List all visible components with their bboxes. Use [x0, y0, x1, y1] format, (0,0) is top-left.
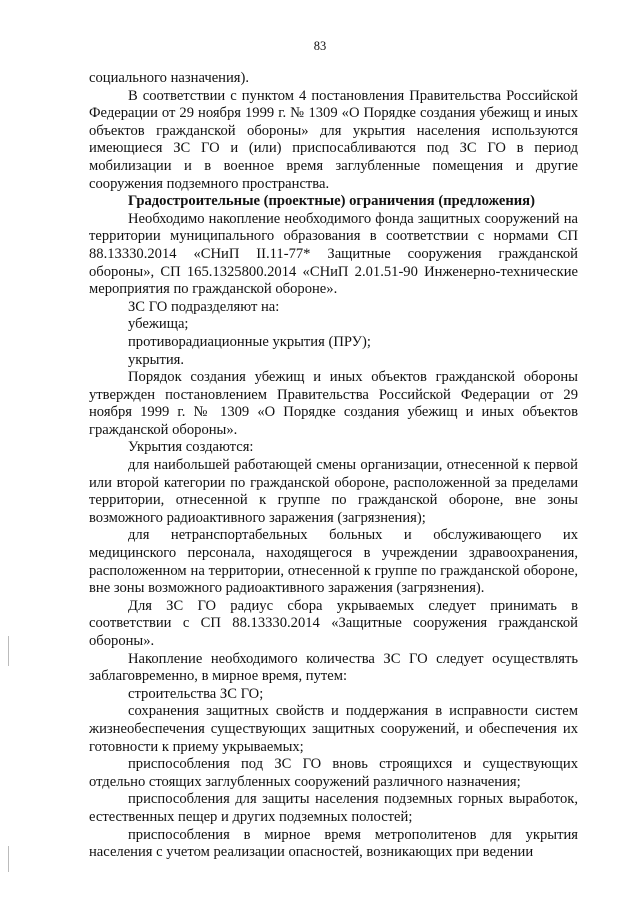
list-item-adaptation-mines: приспособления для защиты населения подземных горных выработок, естественных пещер и других подземных полостей; — [89, 791, 578, 825]
list-item-covers: укрытия. — [128, 351, 185, 368]
list-item-construction: строительства ЗС ГО; — [128, 685, 264, 702]
list-item-working-shift: для наибольшей работающей смены организации, отнесенной к первой или второй категории по гражданской обороне, расположенной за пределами территории, отнесенной к группе по гражданской обороне, вне зоны возможного радиоактивного заражения (загрязнения); — [89, 457, 578, 526]
paragraph-covers-created: Укрытия создаются: — [128, 439, 254, 456]
paragraph-collection-radius: Для ЗС ГО радиус сбора укрываемых следует принимать в соответствии с СП 88.13330.2014 «Защитные сооружения гражданской обороны». — [89, 597, 578, 649]
list-item-patients: для нетранспортабельных больных и обслуживающего их медицинского персонала, находящегося в учреждении здравоохранения, расположенном на территории, отнесенной к группе по гражданской обороне, вне зоны возможного радиоактивного заражения (загрязнения). — [89, 527, 578, 597]
list-item-adaptation-metro: приспособления в мирное время метрополитенов для укрытия населения с учетом реализации опасностей, возникающих при ведении — [89, 826, 578, 861]
section-heading: Градостроительные (проектные) ограничения (предложения) — [128, 193, 535, 210]
document-body — [89, 70, 578, 862]
paragraph-shelter-fund: Необходимо накопление необходимого фонда защитных сооружений на территории муниципального образования в соответствии с нормами СП 88.13330.2014 «СНиП II.11-77* Защитные сооружения гражданской обороны», СП 165.1325800.2014 «СНиП 2.01.51-90 Инженерно-технические мероприятия по гражданской обороне». — [89, 210, 578, 298]
scan-margin-mark — [8, 636, 9, 666]
list-item-adaptation-buildings: приспособления под ЗС ГО вновь строящихся и существующих отдельно стоящих заглубленных сооружений различного назначения; — [89, 756, 578, 790]
paragraph-continuation: социального назначения). — [89, 70, 250, 86]
list-item-shelters: убежища; — [128, 316, 189, 333]
paragraph-shelter-types-intro: ЗС ГО подразделяют на: — [128, 298, 280, 315]
paragraph-government-decree: В соответствии с пунктом 4 постановления Правительства Российской Федерации от 29 ноября 1999 г. № 1309 «О Порядке создания убежищ и иных объектов гражданской обороны» для укрытия населения используются имеющиеся ЗС ГО и (или) приспосабливаются под ЗС ГО в период мобилизации и в военное время заглубленные помещения и другие сооружения подземного пространства. — [89, 87, 578, 192]
paragraph-accumulation: Накопление необходимого количества ЗС ГО следует осуществлять заблаговременно, в мирное время, путем: — [89, 650, 578, 685]
list-item-radiation-shelters: противорадиационные укрытия (ПРУ); — [128, 333, 371, 350]
scan-margin-mark — [8, 846, 9, 872]
list-item-maintenance: сохранения защитных свойств и поддержания в исправности систем жизнеобеспечения существующих защитных сооружений, и обеспечения их готовности к приему укрываемых; — [89, 703, 578, 755]
page-number: 83 — [313, 39, 327, 53]
paragraph-creation-order: Порядок создания убежищ и иных объектов гражданской обороны утвержден постановлением Правительства Российской Федерации от 29 ноября 1999 г. № 1309 «О Порядке создания убежищ и иных объектов гражданской обороны». — [89, 369, 578, 438]
